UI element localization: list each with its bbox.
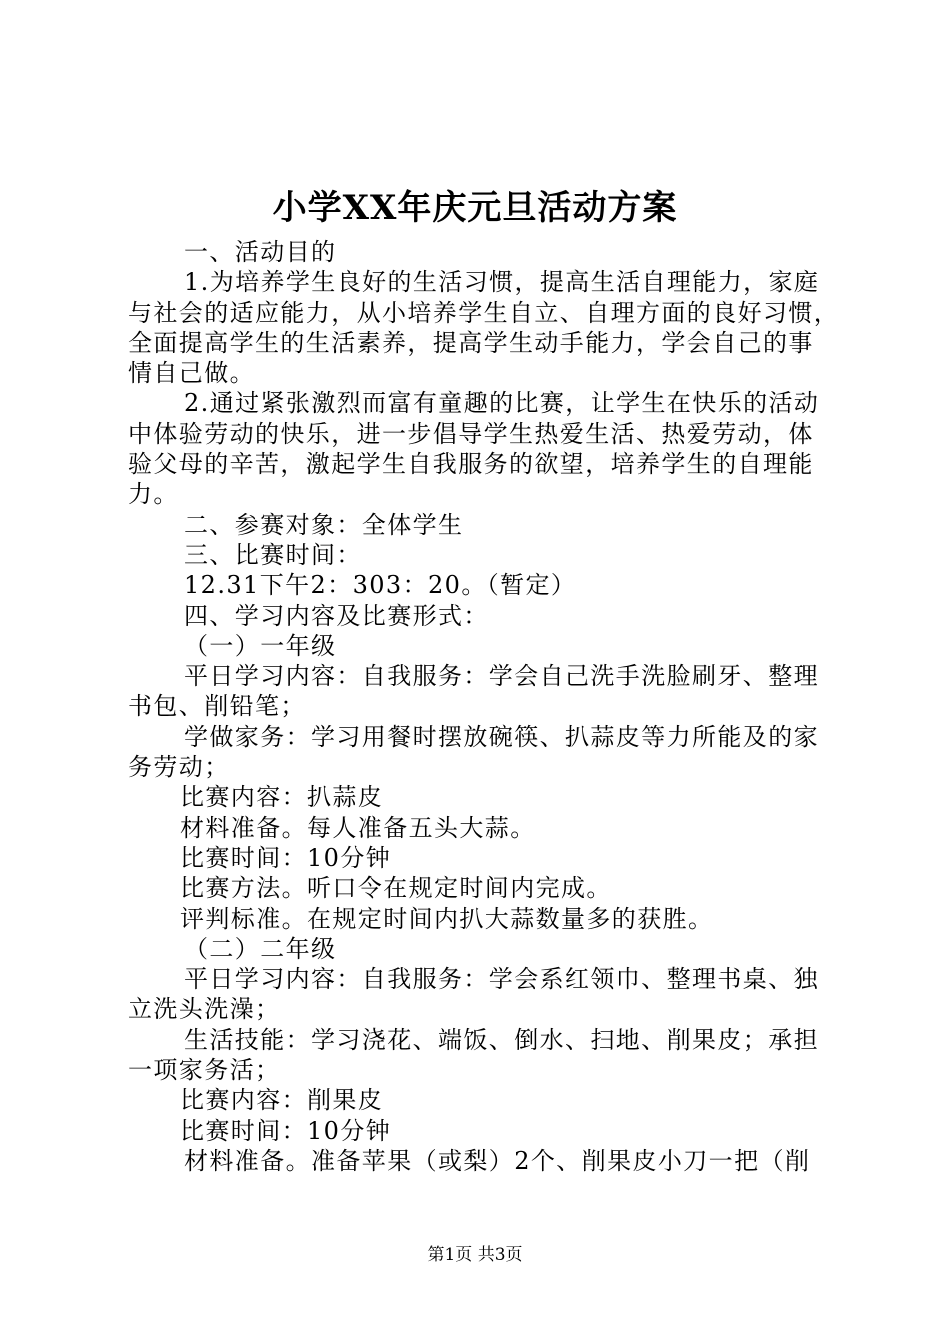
text-line: 情自己做。 (128, 359, 255, 388)
text-line: 平日学习内容：自我服务：学会自己洗手洗脸刷牙、整理 (184, 662, 819, 691)
paragraph-grade1-daily (128, 661, 834, 722)
paragraph-purpose-2 (128, 388, 834, 509)
text-line: 一项家务活； (128, 1056, 281, 1085)
text-line: 验父母的辛苦，激起学生自我服务的欲望，培养学生的自理能 (128, 450, 814, 479)
section-heading-content: 四、学习内容及比赛形式： (184, 601, 489, 630)
grade-heading-second: （二）二年级 (184, 934, 337, 963)
text-line: 生活技能：学习浇花、端饭、倒水、扫地、削果皮；承担 (184, 1025, 819, 1054)
text-line: 全面提高学生的生活素养，提高学生动手能力，学会自己的事 (128, 328, 814, 357)
grade2-materials: 材料准备。准备苹果（或梨）2个、削果皮小刀一把（削 (184, 1146, 811, 1175)
grade1-contest: 比赛内容：扒蒜皮 (180, 783, 384, 812)
contest-time-text: 12.31下午2：303：20。（暂定） (184, 571, 577, 600)
paragraph-grade1-chores (128, 722, 834, 783)
text-line: 学做家务：学习用餐时摆放碗筷、扒蒜皮等力所能及的家 (184, 722, 819, 751)
text-line: 立洗头洗澡； (128, 995, 281, 1024)
document-body (128, 237, 840, 1176)
section-heading-participants: 二、参赛对象：全体学生 (184, 510, 464, 539)
section-heading-time: 三、比赛时间： (184, 540, 362, 569)
text-line: 书包、削铅笔； (128, 692, 306, 721)
text-line: 1.为培养学生良好的生活习惯，提高生活自理能力，家庭 (184, 268, 820, 297)
section-heading-purpose: 一、活动目的 (184, 238, 337, 266)
text-line: 力。 (128, 480, 179, 509)
text-line: 与社会的适应能力，从小培养学生自立、自理方面的良好习惯， (128, 298, 840, 327)
grade1-judging: 评判标准。在规定时间内扒大蒜数量多的获胜。 (180, 904, 714, 933)
text-line: 中体验劳动的快乐，进一步倡导学生热爱生活、热爱劳动，体 (128, 419, 814, 448)
grade1-time: 比赛时间：10分钟 (180, 843, 392, 872)
paragraph-grade2-daily (128, 964, 834, 1025)
document-title: 小学XX年庆元旦活动方案 (272, 188, 678, 228)
grade2-time: 比赛时间：10分钟 (180, 1116, 392, 1145)
page-footer: 第1页 共3页 (427, 1245, 523, 1265)
grade1-materials: 材料准备。每人准备五头大蒜。 (180, 813, 536, 842)
grade-heading-first: （一）一年级 (184, 631, 337, 660)
grade2-contest: 比赛内容：削果皮 (180, 1086, 384, 1115)
text-line: 平日学习内容：自我服务：学会系红领巾、整理书桌、独 (184, 965, 819, 994)
paragraph-grade2-skills (128, 1025, 834, 1086)
paragraph-purpose-1 (128, 267, 840, 388)
text-line: 2.通过紧张激烈而富有童趣的比赛，让学生在快乐的活动 (184, 389, 820, 418)
grade1-method: 比赛方法。听口令在规定时间内完成。 (180, 874, 612, 903)
text-line: 务劳动； (128, 753, 230, 782)
